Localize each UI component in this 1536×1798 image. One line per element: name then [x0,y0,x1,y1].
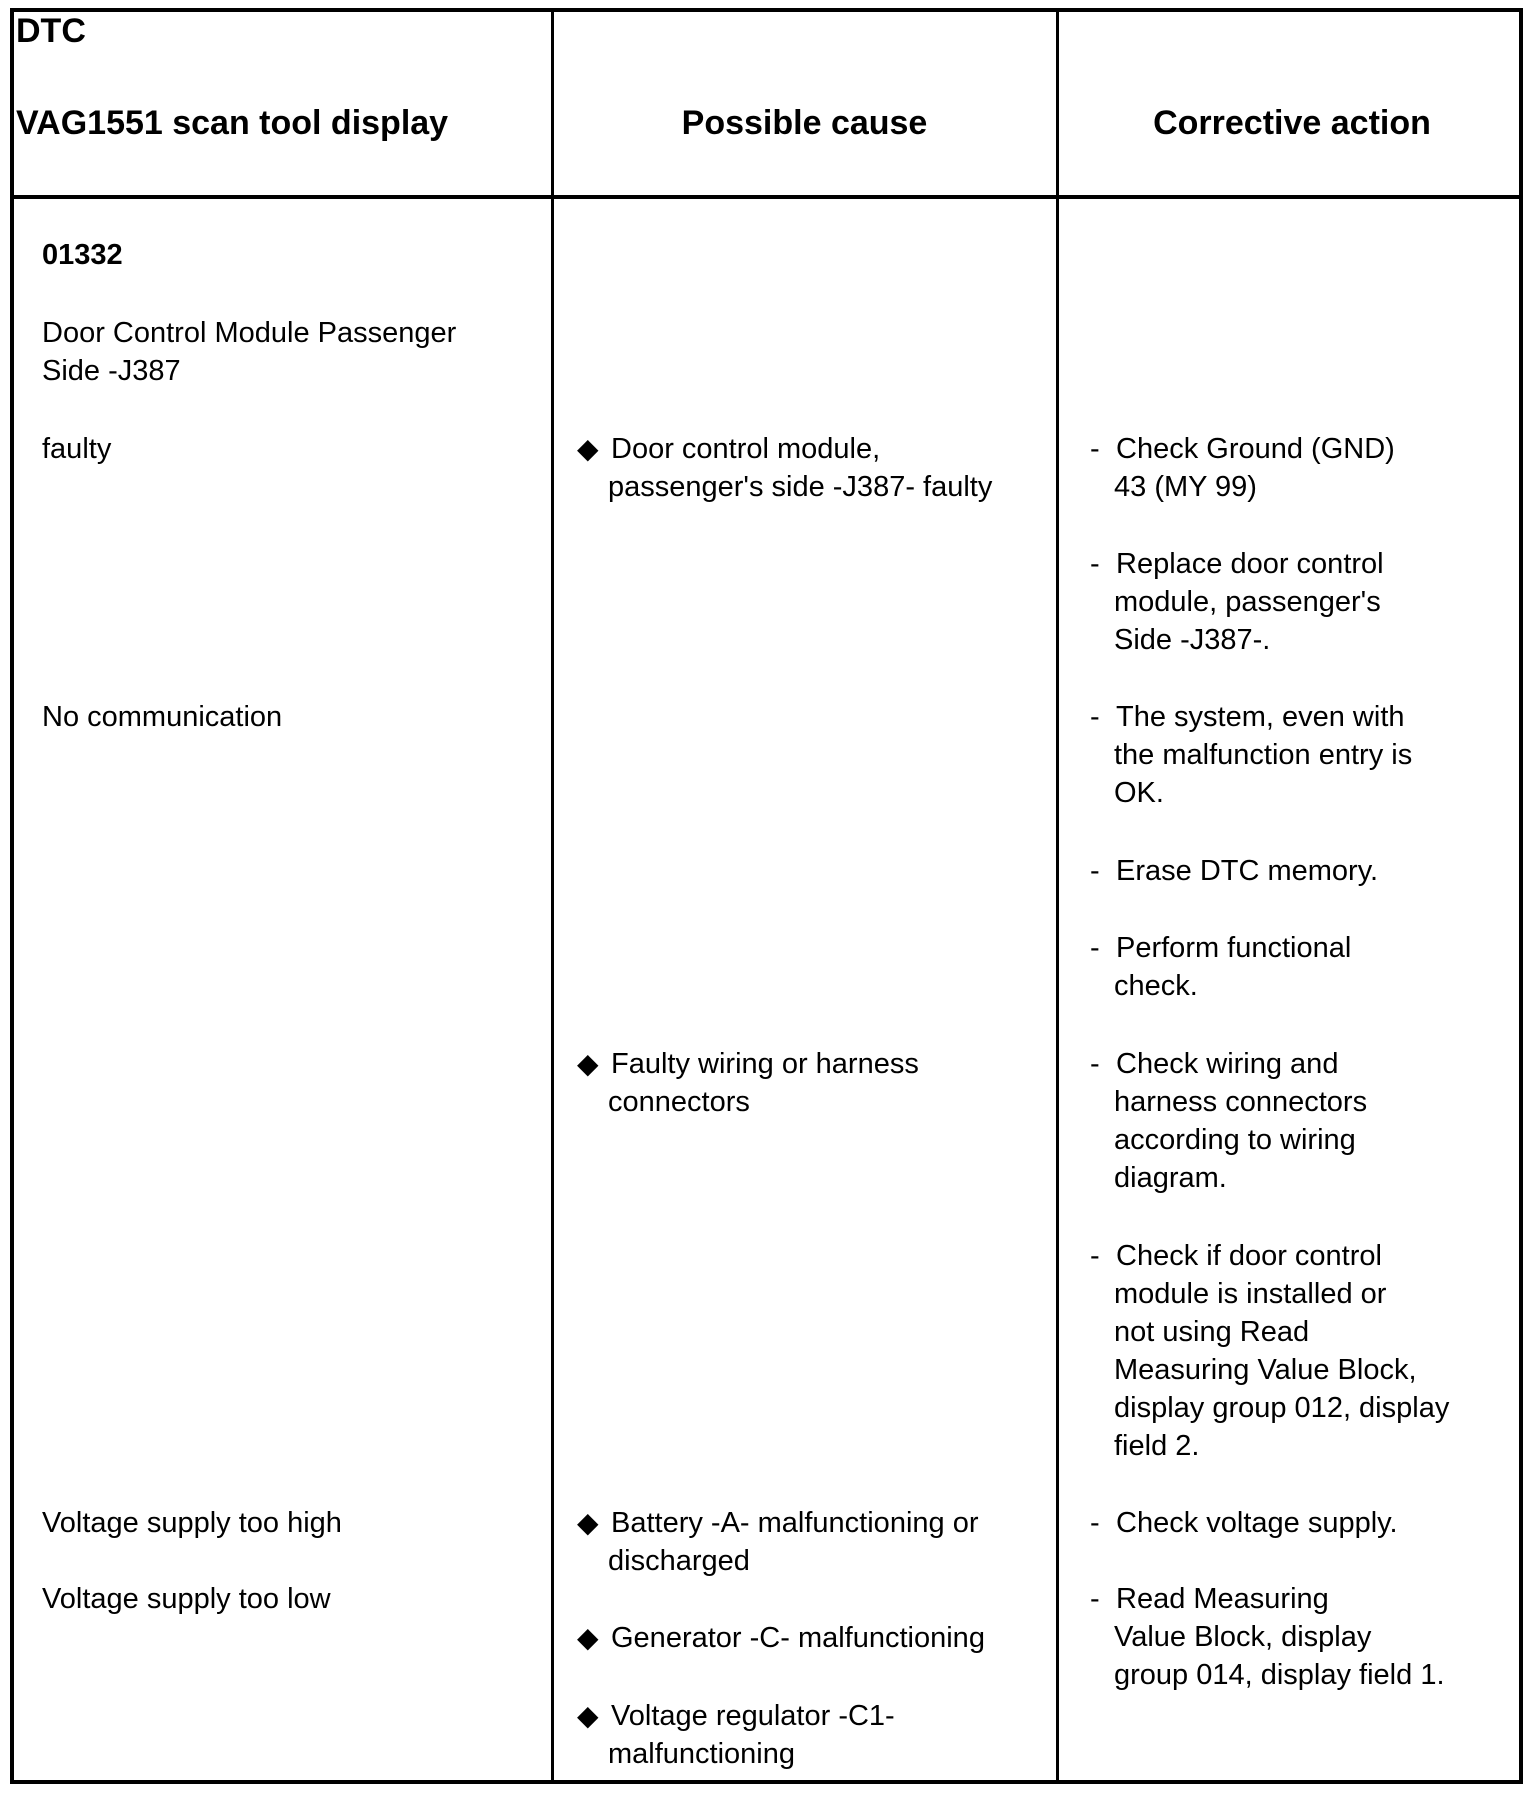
dtc-name-line1: Door Control Module Passenger [42,317,457,349]
condition-voltage-high: Voltage supply too high [42,1507,342,1539]
column-divider-1 [551,12,554,1780]
bullet-icon: ◆ [577,1700,599,1731]
dtc-code: 01332 [42,239,123,271]
header-corrective-action: Corrective action [1153,104,1431,142]
cause-1-line2: passenger's side -J387- faulty [608,471,993,503]
bullet-icon: ◆ [577,1622,599,1653]
cause-3-line2: discharged [608,1545,750,1577]
header-dtc: DTC [16,12,86,50]
condition-no-communication: No communication [42,701,283,733]
cause-2-line2: connectors [608,1086,750,1118]
header-possible-cause: Possible cause [681,104,928,142]
header-divider [14,195,1519,199]
cause-4-line1: Generator -C- malfunctioning [611,1622,985,1654]
cause-5-line1: Voltage regulator -C1- [611,1700,895,1732]
condition-faulty: faulty [42,433,112,465]
dtc-name-line2: Side -J387 [42,355,181,387]
cause-5-line2: malfunctioning [608,1738,795,1770]
cause-3-line1: Battery -A- malfunctioning or [611,1507,979,1539]
condition-voltage-low: Voltage supply too low [42,1583,331,1615]
header-scan-tool-display: VAG1551 scan tool display [16,104,449,142]
bullet-icon: ◆ [577,433,599,464]
bullet-icon: ◆ [577,1048,599,1079]
cause-2-line1: Faulty wiring or harness [611,1048,919,1080]
cause-1-line1: Door control module, [611,433,881,465]
bullet-icon: ◆ [577,1507,599,1538]
column-divider-2 [1056,12,1059,1780]
